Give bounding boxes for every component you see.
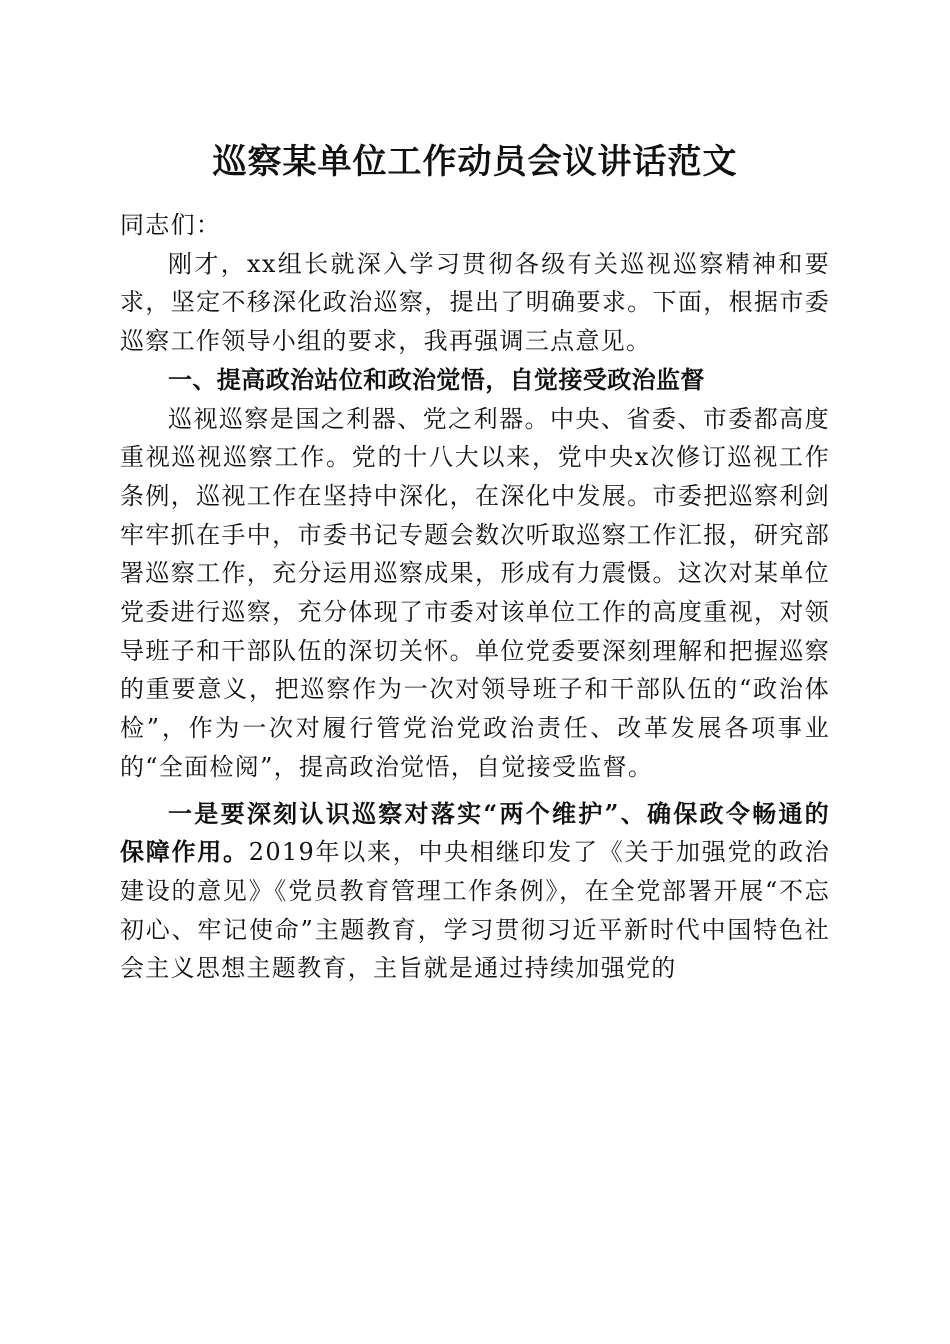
paragraph-lead-sentence: 一是要深刻认识巡察对落实“两个维护”、确保政令畅通的保障作用。 — [120, 798, 830, 867]
paragraph-text: 2019年以来，中央相继印发了《关于加强党的政治建设的意见》《党员教育管理工作条例》，在全党部署开展“不忘初心、牢记使命”主题教育，学习贯彻习近平新时代中国特色社会主义思想主题教育，主旨就是通过持续加强党的 — [120, 838, 831, 983]
intro-paragraph: 刚才，xx组长就深入学习贯彻各级有关巡视巡察精神和要求，坚定不移深化政治巡察，提出了明确要求。下面，根据市委巡察工作领导小组的要求，我再强调三点意见。 — [120, 249, 830, 356]
body-paragraph-2 — [120, 795, 830, 989]
section-heading: 一、提高政治站位和政治觉悟，自觉接受政治监督 — [168, 365, 705, 394]
body-paragraph: 巡视巡察是国之利器、党之利器。中央、省委、市委都高度重视巡视巡察工作。党的十八大以来，党中央x次修订巡视工作条例，巡视工作在坚持中深化，在深化中发展。市委把巡察利剑牢牢抓在手中，市委书记专题会数次听取巡察工作汇报，研究部署巡察工作，充分运用巡察成果，形成有力震慑。这次对某单位党委进行巡察，充分体现了市委对该单位工作的高度重视，对领导班子和干部队伍的深切关怀。单位党委要深刻理解和把握巡察的重要意义，把巡察作为一次对领导班子和干部队伍的“政治体检”，作为一次对履行管党治党政治责任、改革发展各项事业的“全面检阅”，提高政治觉悟，自觉接受监督。 — [120, 404, 830, 781]
document-title: 巡察某单位工作动员会议讲话范文 — [212, 142, 738, 182]
salutation: 同志们： — [120, 211, 222, 239]
document-body — [120, 206, 830, 988]
